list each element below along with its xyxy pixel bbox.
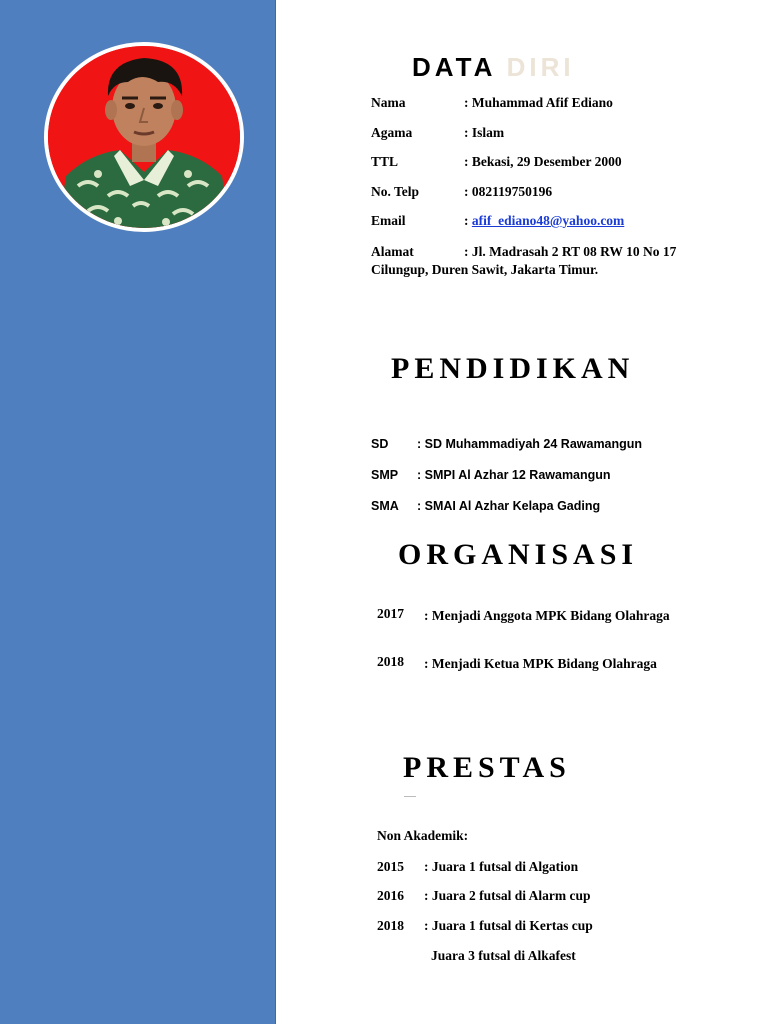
achievement-year: 2016 <box>377 888 404 903</box>
education-level: SMP <box>371 468 399 482</box>
organization-title: ORGANISASI <box>398 538 639 571</box>
education-level: SD <box>371 437 389 451</box>
email-link[interactable]: afif_ediano48@yahoo.com <box>471 213 625 228</box>
religion-value: : Islam <box>464 125 505 140</box>
email-label: Email <box>371 213 406 228</box>
education-item <box>371 499 601 513</box>
education-level: SMA <box>371 499 399 513</box>
achievement-text: Juara 3 futsal di Alkafest <box>431 948 576 963</box>
address-value-line1: : Jl. Madrasah 2 RT 08 RW 10 No 17 <box>464 244 677 259</box>
address-row <box>371 243 711 283</box>
achievement-year: 2015 <box>377 859 404 874</box>
email-colon: : <box>464 213 472 228</box>
education-item <box>371 437 643 451</box>
achievement-text: : Juara 2 futsal di Alarm cup <box>424 888 591 903</box>
address-value-line2: Cilungup, Duren Sawit, Jakarta Timur. <box>371 262 599 277</box>
achievements-category: Non Akademik: <box>377 828 469 843</box>
education-school: : SMAI Al Azhar Kelapa Gading <box>417 499 601 513</box>
personal-data-title-main: DATA <box>412 52 496 82</box>
organization-item <box>377 606 677 646</box>
organization-year: 2017 <box>377 606 404 621</box>
profile-photo <box>48 46 240 228</box>
organization-item <box>377 654 677 694</box>
education-item <box>371 468 611 482</box>
achievement-item <box>377 859 657 877</box>
personal-data-title-faded: DIRI <box>506 52 575 82</box>
sidebar <box>0 0 276 1024</box>
achievement-year: 2018 <box>377 918 404 933</box>
personal-data-title <box>412 52 575 83</box>
name-value: : Muhammad Afif Ediano <box>464 95 613 110</box>
achievements-title: PRESTAS <box>403 751 571 784</box>
organization-text: : Menjadi Anggota MPK Bidang Olahraga <box>424 608 670 623</box>
organization-year: 2018 <box>377 654 404 669</box>
address-label: Alamat <box>371 244 414 259</box>
achievement-text: : Juara 1 futsal di Algation <box>424 859 579 874</box>
achievement-item <box>377 888 657 906</box>
title-underline-mark <box>404 796 416 797</box>
profile-photo-frame <box>44 42 244 232</box>
education-school: : SMPI Al Azhar 12 Rawamangun <box>417 468 611 482</box>
portrait-illustration <box>48 46 240 228</box>
religion-label: Agama <box>371 125 413 140</box>
birth-value: : Bekasi, 29 Desember 2000 <box>464 154 622 169</box>
education-title: PENDIDIKAN <box>391 352 635 385</box>
achievement-item <box>377 918 657 936</box>
email-value-wrap <box>464 213 624 229</box>
education-school: : SD Muhammadiyah 24 Rawamangun <box>417 437 643 451</box>
name-label: Nama <box>371 95 406 110</box>
phone-value: : 082119750196 <box>464 184 553 199</box>
phone-label: No. Telp <box>371 184 420 199</box>
organization-text: : Menjadi Ketua MPK Bidang Olahraga <box>424 656 657 671</box>
birth-label: TTL <box>371 154 399 169</box>
achievement-text: : Juara 1 futsal di Kertas cup <box>424 918 593 933</box>
achievement-item <box>377 948 657 966</box>
